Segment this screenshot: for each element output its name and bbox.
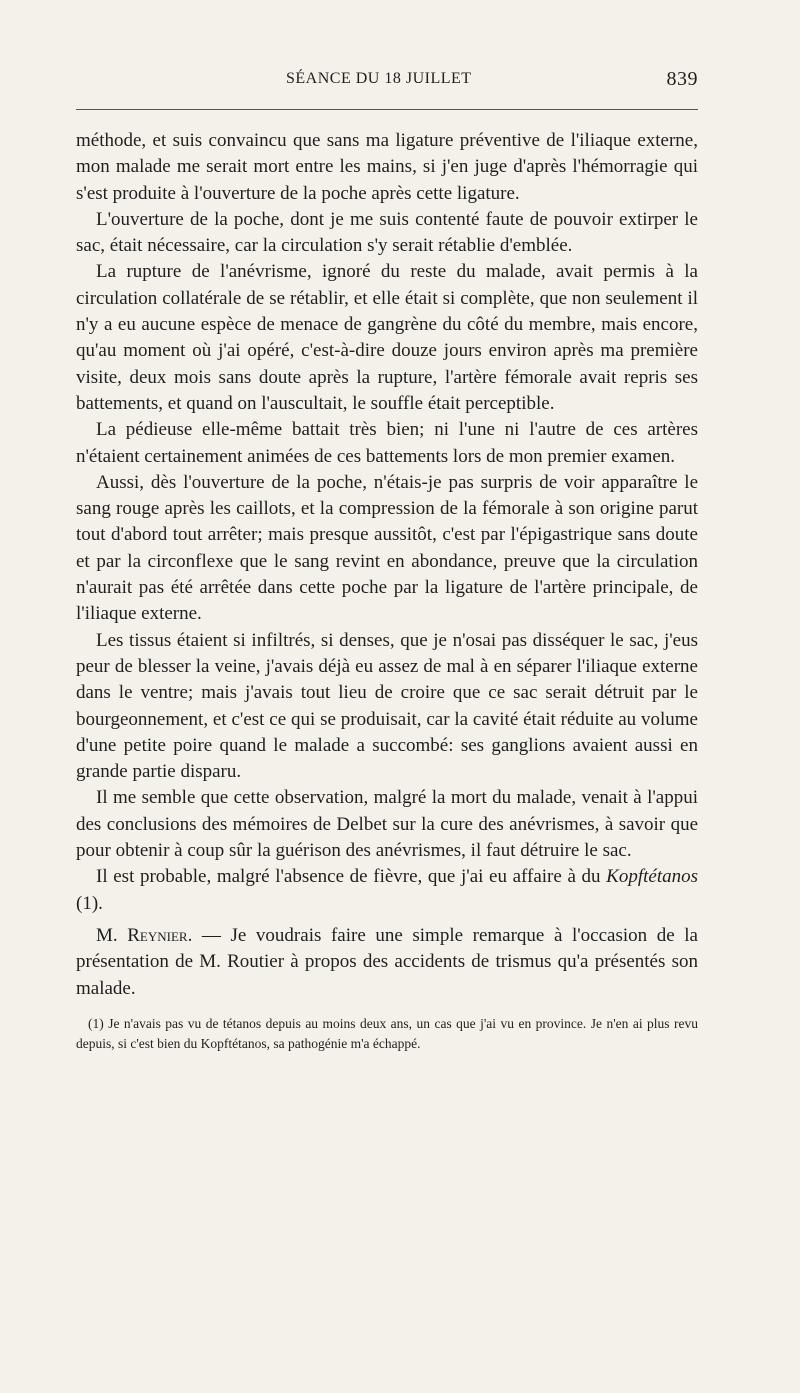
header-rule [76, 109, 698, 110]
footnote: (1) Je n'avais pas vu de tétanos depuis au moins deux ans, un cas que j'ai vu en province. Je n'en ai plus revu depuis, si c'est bien du Kopftétanos, sa pathogénie m'a échappé. [76, 1015, 698, 1051]
page-header [76, 62, 698, 92]
paragraph: La rupture de l'anévrisme, ignoré du reste du malade, avait permis à la circulation collatérale de se rétablir, et elle était si complète, que non seulement il n'y a eu aucune espèce de menace de gangrène du côté du membre, mais encore, qu'au moment où j'ai opéré, c'est-à-dire douze jours environ après ma première visite, deux mois sans doute après la rupture, l'artère fémorale avait repris ses battements, et quand on l'auscultait, le souffle était perceptible. [76, 261, 698, 414]
document-page [76, 62, 698, 1054]
paragraph: Aussi, dès l'ouverture de la poche, n'étais-je pas surpris de voir apparaître le sang rouge après les caillots, et la compression de la fémorale à son origine parut tout d'abord tout arrêter; mais presque aussitôt, c'est par l'épigastrique sans doute et par la circonflexe que le sang revint en abondance, preuve que la circulation n'aurait pas été arrêtée dans cette poche par la ligature de l'artère principale, de l'iliaque externe. [76, 471, 698, 625]
speaker-name: M. Reynier. [96, 924, 193, 946]
italic-term: Kopftétanos [606, 866, 698, 888]
paragraph [76, 864, 698, 917]
paragraph-text: Il est probable, malgré l'absence de fièvre, que j'ai eu affaire à du [96, 866, 607, 888]
paragraph: Les tissus étaient si infiltrés, si denses, que je n'osai pas disséquer le sac, j'eus peur de blesser la veine, j'avais déjà eu assez de mal à en séparer l'iliaque externe dans le ventre; mais j'avais tout lieu de croire que ce sac serait détruit par le bourgeonnement, et c'est ce qui se produisait, car la cavité était réduite au volume d'une petite poire quand le malade a succombé: ses ganglions avaient aussi en grande partie disparu. [76, 629, 698, 783]
paragraph: Il me semble que cette observation, malgré la mort du malade, venait à l'appui des conclusions des mémoires de Delbet sur la cure des anévrismes, à savoir que pour obtenir à coup sûr la guérison des anévrismes, il faut détruire le sac. [76, 787, 698, 862]
paragraph: La pédieuse elle-même battait très bien; ni l'une ni l'autre de ces artères n'étaient certainement animées de ces battements lors de mon premier examen. [76, 419, 698, 467]
paragraph [76, 923, 698, 1002]
paragraph-text: — Je voudrais faire une simple remarque à l'occasion de la présentation de M. Routier à propos des accidents de trismus qu'a présentés son malade. [76, 924, 698, 999]
page-number: 839 [666, 68, 698, 90]
paragraph: L'ouverture de la poche, dont je me suis contenté faute de pouvoir extirper le sac, était nécessaire, car la circulation s'y serait rétablie d'emblée. [76, 208, 698, 257]
paragraph-text: (1). [76, 892, 103, 914]
body-text [76, 128, 698, 1002]
running-head: SÉANCE DU 18 JUILLET [286, 70, 472, 87]
paragraph: méthode, et suis convaincu que sans ma ligature préventive de l'iliaque externe, mon malade me serait mort entre les mains, si j'en juge d'après l'hémorragie qui s'est produite à l'ouverture de la poche après cette ligature. [76, 130, 698, 204]
